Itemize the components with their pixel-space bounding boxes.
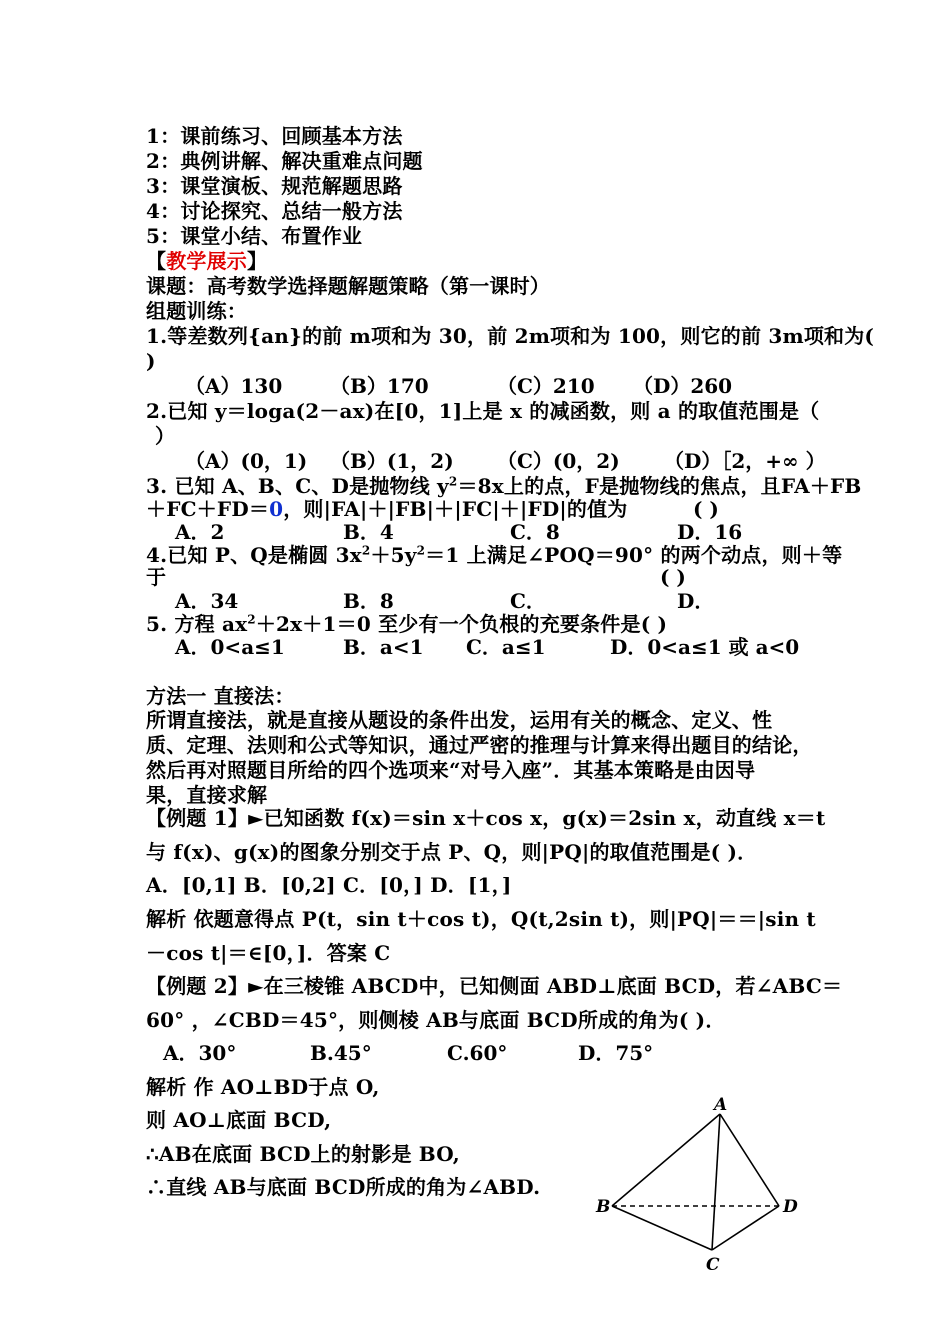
q5-option-a: A．0<a≤1 [175, 635, 285, 659]
q3-option-d: D．16 [677, 520, 743, 544]
ex2-option-a: A．30° [163, 1041, 237, 1065]
ex2-line1: 【例题 2】►在三棱锥 ABCD中，已知侧面 ABD⊥底面 BCD，若∠ABC＝ [146, 974, 843, 998]
q3-option-a: A．2 [175, 520, 225, 544]
q3-line1 [146, 474, 862, 498]
q3-option-c: C．8 [510, 520, 560, 544]
drill-heading: 组题训练： [146, 299, 247, 323]
q2-option-d: （D）［2，+∞ ） [664, 449, 826, 473]
vertex-label-c: C [706, 1255, 720, 1275]
q2-option-a: （A）(0，1) [185, 449, 308, 473]
step-4: 4：讨论探究、总结一般方法 [146, 199, 403, 223]
edge-ad [720, 1114, 779, 1206]
edge-ab [612, 1114, 720, 1206]
edge-bc [612, 1206, 712, 1250]
q3-sup: 2 [448, 474, 458, 489]
ex2-solution-4: ∴直线 AB与底面 BCD所成的角为∠ABD. [146, 1175, 541, 1199]
q5-text-a: 5. 方程 ax [146, 612, 248, 636]
q1-option-a: （A）130 [185, 374, 283, 398]
lesson-topic: 课题：高考数学选择题解题策略（第一课时） [146, 274, 550, 298]
method-para-1: 所谓直接法，就是直接从题设的条件出发，运用有关的概念、定义、性 [146, 708, 773, 732]
q3-line2 [146, 497, 628, 521]
q3-text-a: 3. 已知 A、B、C、D是抛物线 y [146, 474, 449, 498]
vertex-label-d: D [783, 1197, 798, 1217]
ex1-line1: 【例题 1】►已知函数 f(x)＝sin x＋cos x，g(x)＝2sin x，动直线 x＝t [146, 806, 826, 830]
q3-text-c: ＋FC＋FD＝ [146, 497, 270, 521]
ex1-line2: 与 f(x)、g(x)的图象分别交于点 P、Q，则|PQ|的取值范围是( )． [146, 840, 758, 864]
q4-sup-1: 2 [361, 543, 371, 558]
edge-ac [712, 1114, 720, 1250]
q2-line1: 2.已知 y＝loga(2－ax)在[0，1]上是 x 的减函数，则 a 的取值范围是（ [146, 399, 820, 423]
vertex-label-b: B [596, 1197, 611, 1217]
q1-line2: ) [146, 349, 156, 373]
ex1-solution-1: 解析 依题意得点 P(t，sin t＋cos t)，Q(t,2sin t)，则|PQ|＝＝|sin t [146, 907, 816, 931]
q5-option-b: B．a<1 [343, 635, 424, 659]
q1-option-c: （C）210 [497, 374, 595, 398]
method-para-3: 然后再对照题目所给的四个选项来“对号入座”．其基本策略是由因导 [146, 758, 756, 782]
q4-option-c: C． [510, 589, 546, 613]
q4-option-d: D． [677, 589, 715, 613]
step-1: 1：课前练习、回顾基本方法 [146, 124, 403, 148]
tetrahedron-figure [590, 1092, 810, 1277]
ex2-solution-1: 解析 作 AO⊥BD于点 O, [146, 1075, 380, 1099]
q3-text-d: ，则|FA|＋|FB|＋|FC|＋|FD|的值为 [283, 497, 628, 521]
q1-option-d: （D）260 [633, 374, 733, 398]
q4-text-a: 4.已知 P、Q是椭圆 3x [146, 543, 362, 567]
q4-option-b: B．8 [343, 589, 394, 613]
showcase-heading [146, 249, 267, 273]
method-title: 方法一 直接法： [146, 684, 295, 708]
q5-text-b: ＋2x＋1＝0 至少有一个负根的充要条件是( ) [255, 612, 668, 636]
bracket-open: 【 [146, 249, 167, 273]
q5-line1 [146, 612, 667, 636]
ex1-solution-2: －cos t|＝∈[0，]．答案 C [146, 941, 391, 965]
q4-line1 [146, 543, 842, 567]
ex2-option-c: C.60° [447, 1041, 508, 1065]
q2-option-b: （B）(1，2) [330, 449, 454, 473]
q2-line2: ） [155, 424, 176, 448]
q4-line2: 于 [146, 565, 167, 589]
ex2-solution-2: 则 AO⊥底面 BCD, [146, 1108, 332, 1132]
step-3: 3：课堂演板、规范解题思路 [146, 174, 403, 198]
q3-zero-vector: 0 [269, 497, 284, 521]
q4-sup-2: 2 [416, 543, 426, 558]
q1-line1: 1.等差数列{an}的前 m项和为 30，前 2m项和为 100，则它的前 3m项和为( [146, 324, 875, 348]
q3-option-b: B．4 [343, 520, 394, 544]
bracket-close: 】 [247, 249, 268, 273]
q2-option-c: （C）(0，2) [497, 449, 620, 473]
method-para-2: 质、定理、法则和公式等知识，通过严密的推理与计算来得出题目的结论， [146, 733, 813, 757]
showcase-label: 教学展示 [166, 249, 248, 273]
method-para-4: 果，直接求解 [146, 783, 268, 807]
q5-option-d: D．0<a≤1 或 a<0 [610, 635, 800, 659]
vertex-label-a: A [714, 1095, 728, 1115]
ex2-solution-3: ∴AB在底面 BCD上的射影是 BO, [146, 1142, 460, 1166]
step-5: 5：课堂小结、布置作业 [146, 224, 363, 248]
q4-text-b: ＋5y [370, 543, 417, 567]
ex2-option-d: D．75° [578, 1041, 654, 1065]
q3-text-b: ＝8x上的点，F是抛物线的焦点，且FA＋FB [457, 474, 862, 498]
q5-option-c: C．a≤1 [466, 635, 546, 659]
q1-option-b: （B）170 [330, 374, 429, 398]
edge-cd [712, 1206, 779, 1250]
step-2: 2：典例讲解、解决重难点问题 [146, 149, 423, 173]
ex1-options: A．[0,1] B．[0,2] C．[0，] D．[1，] [146, 873, 512, 897]
ex2-option-b: B.45° [310, 1041, 372, 1065]
q3-answer-paren: ( ) [693, 497, 719, 521]
q4-answer-paren: ( ) [660, 565, 686, 589]
q5-sup: 2 [247, 612, 256, 627]
q4-text-c: ＝1 上满足∠POQ＝90° 的两个动点，则＋等 [425, 543, 843, 567]
q4-option-a: A．34 [175, 589, 239, 613]
ex2-line2: 60° ，∠CBD＝45°，则侧棱 AB与底面 BCD所成的角为( )． [146, 1008, 726, 1032]
